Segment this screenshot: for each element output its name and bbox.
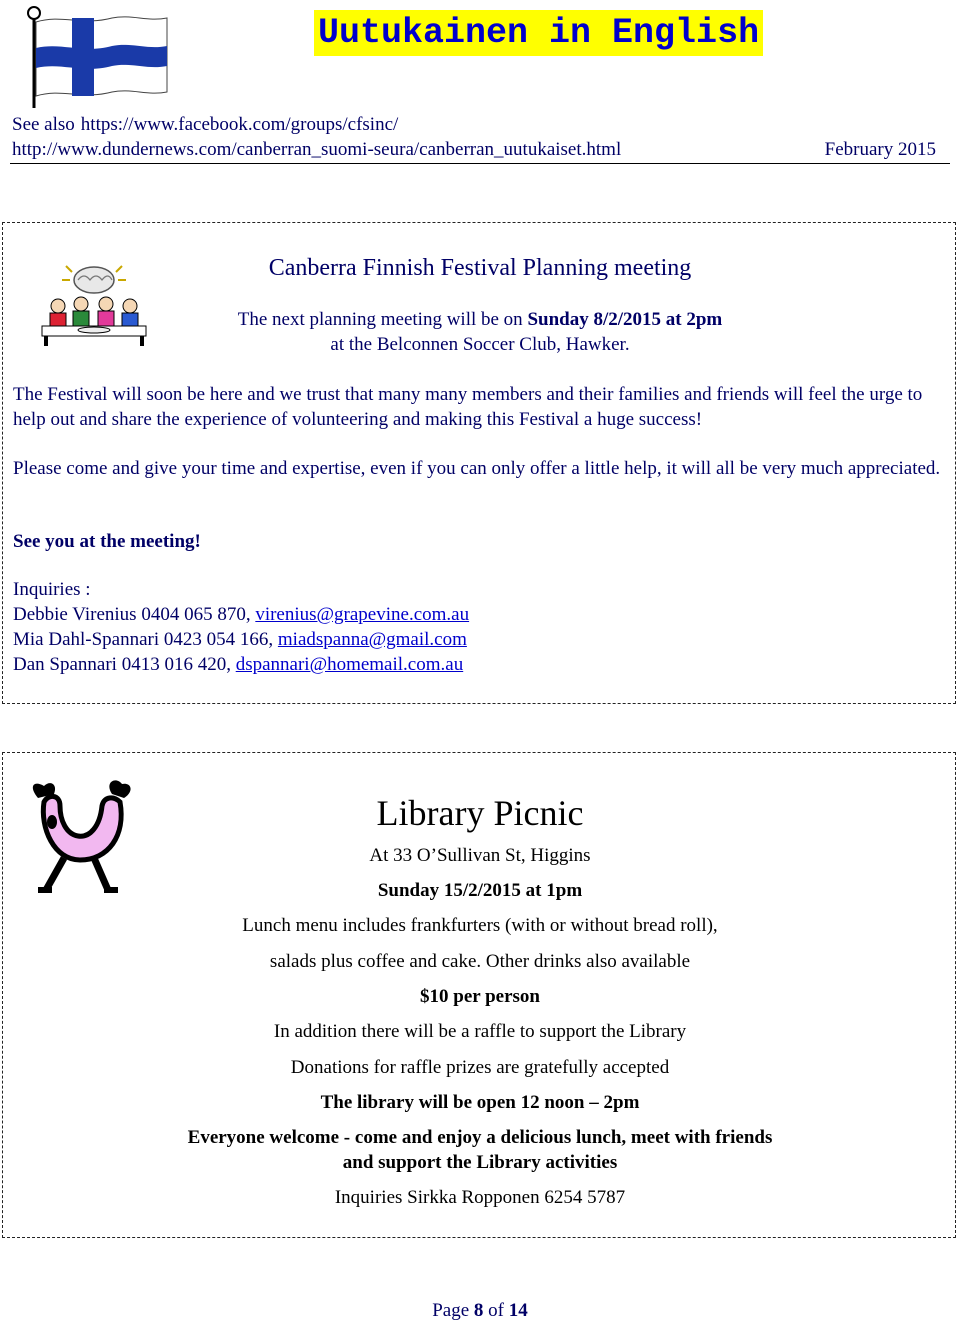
meeting-date: Sunday 8/2/2015 at 2pm bbox=[527, 309, 723, 330]
picnic-title: Library Picnic bbox=[376, 793, 584, 833]
picnic-donations: Donations for raffle prizes are gratefully accepted bbox=[290, 1057, 670, 1078]
contact-email-link[interactable]: dspannari@homemail.com.au bbox=[235, 654, 464, 675]
dundernews-link[interactable]: http://www.dundernews.com/canberran_suomi-seura/canberran_uutukaiset.html bbox=[12, 139, 622, 160]
contact-line bbox=[13, 629, 467, 651]
page-current: 8 bbox=[473, 1300, 484, 1321]
picnic-inquiries: Inquiries Sirkka Ropponen 6254 5787 bbox=[334, 1187, 626, 1208]
picnic-menu-line-1: Lunch menu includes frankfurters (with or without bread roll), bbox=[242, 915, 718, 936]
header-divider bbox=[10, 163, 950, 164]
picnic-welcome-line-2: and support the Library activities bbox=[342, 1152, 618, 1173]
picnic-address: At 33 O’Sullivan St, Higgins bbox=[369, 845, 591, 866]
page-of: of bbox=[483, 1300, 509, 1321]
see-also-line bbox=[12, 114, 398, 136]
picnic-welcome-line-1: Everyone welcome - come and enjoy a delicious lunch, meet with friends bbox=[187, 1127, 773, 1148]
picnic-raffle: In addition there will be a raffle to support the Library bbox=[273, 1021, 687, 1042]
meeting-title: Canberra Finnish Festival Planning meeting bbox=[268, 255, 692, 281]
page-total: 14 bbox=[508, 1300, 528, 1321]
see-also-label: See also bbox=[12, 114, 75, 135]
meeting-venue: at the Belconnen Soccer Club, Hawker. bbox=[330, 334, 630, 355]
meeting-paragraph-1: The Festival will soon be here and we trust that many many members and their families and friends will feel the urge to help out and share the experience of volunteering and making this Festival a huge success! bbox=[13, 384, 923, 430]
sausage-character-icon bbox=[24, 776, 136, 894]
facebook-link[interactable]: https://www.facebook.com/groups/cfsinc/ bbox=[80, 114, 399, 135]
contact-name: Debbie Virenius 0404 065 870, bbox=[13, 604, 256, 625]
page-label: Page bbox=[432, 1300, 474, 1321]
meeting-paragraph-2: Please come and give your time and expertise, even if you can only offer a little help, it will all be very much appreciated. bbox=[13, 458, 941, 479]
page-number bbox=[0, 1300, 960, 1322]
finnish-flag-icon bbox=[22, 4, 172, 108]
see-you-line: See you at the meeting! bbox=[13, 531, 201, 552]
contact-name: Dan Spannari 0413 016 420, bbox=[13, 654, 236, 675]
inquiries-label: Inquiries : bbox=[13, 579, 91, 600]
meeting-date-prefix: The next planning meeting will be on bbox=[237, 309, 528, 330]
meeting-clipart-icon bbox=[36, 258, 152, 348]
newsletter-title: Uutukainen in English bbox=[314, 10, 763, 56]
contact-name: Mia Dahl-Spannari 0423 054 166, bbox=[13, 629, 278, 650]
meeting-date-line bbox=[180, 309, 780, 331]
contact-email-link[interactable]: virenius@grapevine.com.au bbox=[255, 604, 470, 625]
contact-line bbox=[13, 604, 469, 626]
picnic-menu-line-2: salads plus coffee and cake. Other drinks also available bbox=[269, 951, 691, 972]
picnic-price: $10 per person bbox=[420, 986, 540, 1007]
issue-date: February 2015 bbox=[824, 139, 936, 160]
picnic-opening-hours: The library will be open 12 noon – 2pm bbox=[320, 1092, 640, 1113]
picnic-date: Sunday 15/2/2015 at 1pm bbox=[377, 880, 583, 901]
contact-email-link[interactable]: miadspanna@gmail.com bbox=[277, 629, 467, 650]
contact-line bbox=[13, 654, 463, 676]
